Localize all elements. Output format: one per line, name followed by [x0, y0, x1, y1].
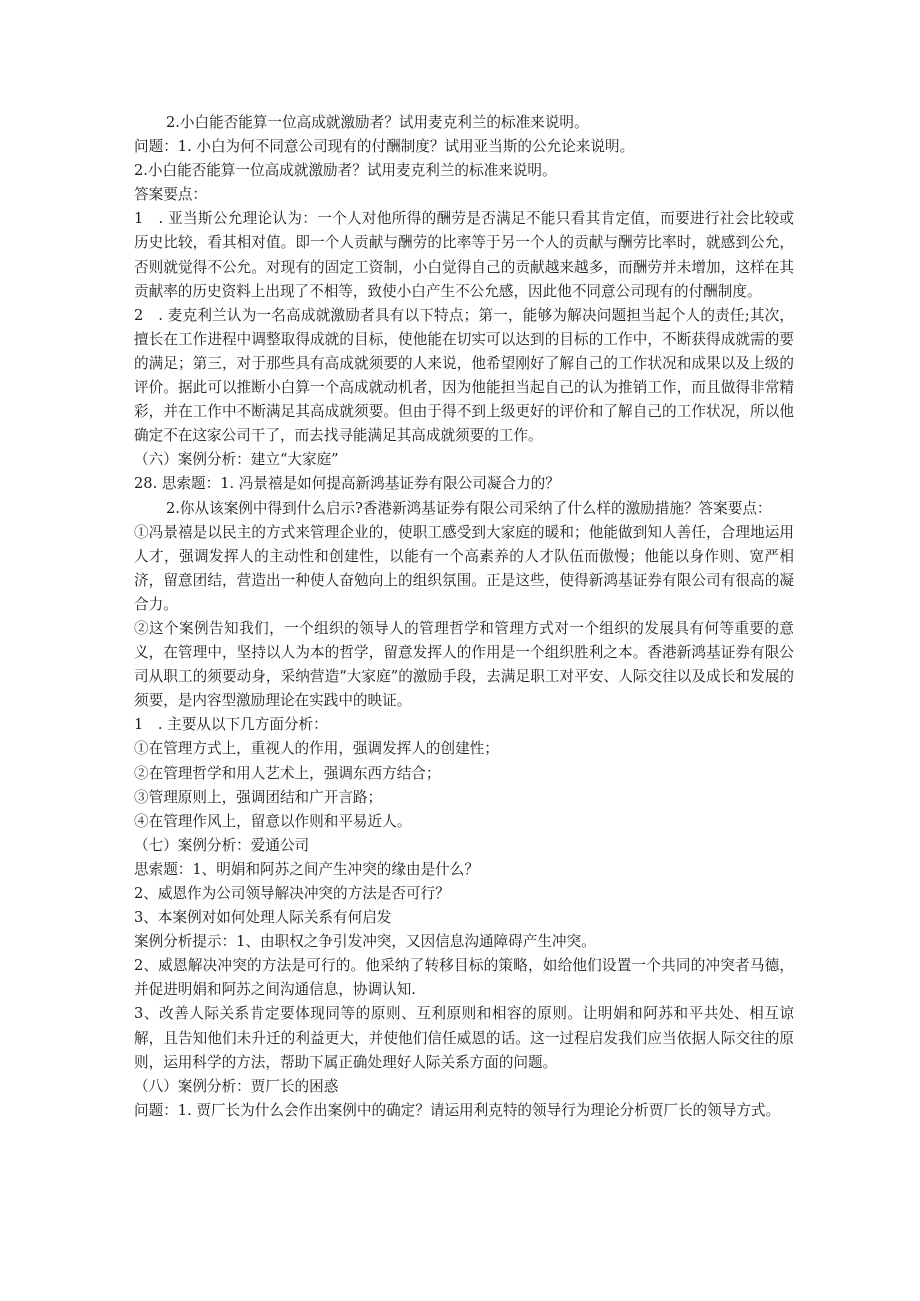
question-2: 2.小白能否能算一位高成就激励者？试用麦克利兰的标准来说明。 [134, 162, 557, 180]
analysis-item-3: ③管理原则上，强调团结和广开言路； [134, 788, 383, 806]
section-7-hint-2: 2、威恩解决冲突的方法是可行的。他采纳了转移目标的策略，如给他们设置一个共同的冲突者马德，并促进明娟和阿苏之间沟通信息，协调认知. [134, 957, 794, 999]
answer-point-1: 1 . 亚当斯公允理论认为：一个人对他所得的酬劳是否满足不能只看其肯定值，而要进行社会比较或历史比较，看其相对值。即一个人贡献与酬劳的比率等于另一个人的贡献与酬劳比率时，就感到公允，否则就觉得不公允。对现有的固定工资制，小白觉得自己的贡献越来越多，而酬劳并未增加，这样在其贡献率的历史资料上出现了不相等，致使小白产生不公允感，因此他不同意公司现有的付酬制度。 [134, 210, 794, 300]
section-7-question-2: 2、威恩作为公司领导解决冲突的方法是否可行？ [134, 885, 450, 902]
section-7-heading: （七）案例分析：爱通公司 [134, 836, 310, 854]
section-7-hint-3: 3、改善人际关系肯定要体现同等的原则、互利原则和相容的原则。让明娟和阿苏和平共处、相互谅解，且告知他们未升迁的利益更大，并使他们信任威恩的话。这一过程启发我们应当依据人际交往的原则，运用科学的方法，帮助下属正确处理好人际关系方面的问题。 [134, 1005, 794, 1071]
analysis-item-4: ④在管理作风上，留意以作则和平易近人。 [134, 812, 412, 830]
section-6-question-2: 2.你从该案例中得到什么启示?香港新鸿基证券有限公司采纳了什么样的激励措施？答案要点： [166, 499, 772, 517]
answer-heading: 答案要点： [134, 186, 207, 204]
section-8-heading: （八）案例分析：贾厂长的困惑 [134, 1077, 339, 1095]
section-6-analysis-heading: 1 . 主要从以下几方面分析： [134, 716, 328, 734]
section-7-question-1: 思索题：1、明娟和阿苏之间产生冲突的缘由是什么？ [134, 860, 479, 878]
analysis-item-1: ①在管理方式上，重视人的作用，强调发挥人的创建性； [134, 740, 499, 758]
analysis-item-2: ②在管理哲学和用人艺术上，强调东西方结合； [134, 764, 441, 782]
question-1: 问题：1. 小白为何不同意公司现有的付酬制度？试用亚当斯的公允论来说明。 [134, 138, 635, 156]
document-page [134, 111, 794, 1123]
section-7-question-3: 3、本案例对如何处理人际关系有何启发 [134, 909, 392, 927]
question-2-repeat: 2.小白能否能算一位高成就激励者？试用麦克利兰的标准来说明。 [166, 114, 589, 131]
section-6-answer-1: ①冯景禧是以民主的方式来管理企业的，使职工感受到大家庭的暖和；他能做到知人善任，合理地运用人才，强调发挥人的主动性和创建性，以能有一个高素养的人才队伍而傲慢；他能以身作则、宽严相济，留意团结，营造出一种使人奋勉向上的组织氛围。正是这些，使得新鸿基证券有限公司有很高的凝合力。 [134, 523, 794, 613]
section-6-question-1: 28. 思索题：1. 冯景禧是如何提高新鸿基证券有限公司凝合力的？ [134, 475, 560, 493]
section-6-heading: （六）案例分析：建立“大家庭” [134, 451, 339, 469]
section-6-answer-2: ②这个案例告知我们，一个组织的领导人的管理哲学和管理方式对一个组织的发展具有何等重要的意义，在管理中，坚持以人为本的哲学，留意发挥人的作用是一个组织胜利之本。香港新鸿基证券有限公司从职工的须要动身，采纳营造“大家庭”的激励手段，去满足职工对平安、人际交往以及成长和发展的须要，是内容型激励理论在实践中的映证。 [134, 619, 794, 710]
section-8-question-1: 问题：1. 贾厂长为什么会作出案例中的确定？请运用利克特的领导行为理论分析贾厂长的领导方式。 [134, 1101, 781, 1119]
section-7-hint-1: 案例分析提示：1、由职权之争引发冲突，又因信息沟通障碍产生冲突。 [134, 933, 596, 951]
answer-point-2: 2 . 麦克利兰认为一名高成就激励者具有以下特点；第一，能够为解决问题担当起个人的责任;其次，擅长在工作进程中调整取得成就的目标，使他能在切实可以达到的目标的工作中，不断获得成就需的要的满足；第三，对于那些具有高成就须要的人来说，他希望刚好了解自己的工作状况和成果以及上级的评价。据此可以推断小白算一个高成就动机者，因为他能担当起自己的认为推销工作，而且做得非常精彩，并在工作中不断满足其高成就须要。但由于得不到上级更好的评价和了解自己的工作状况，所以他确定不在这家公司干了，而去找寻能满足其高成就须要的工作。 [134, 306, 794, 445]
